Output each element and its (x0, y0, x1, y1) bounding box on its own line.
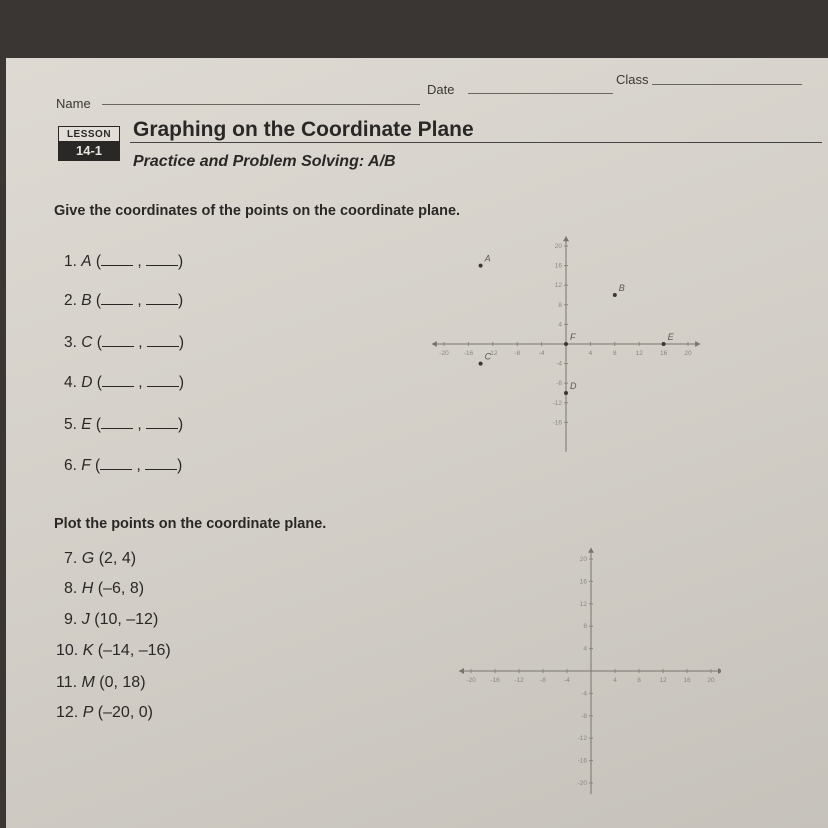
point-coordinates: (10, –12) (89, 611, 159, 628)
point-label: G (81, 550, 95, 567)
point-b-label: B (618, 283, 625, 293)
date-label: Date (427, 82, 455, 97)
y-axis-arrow-top (563, 236, 569, 241)
x-tick-label: -8 (514, 350, 521, 357)
question-1: 1. A ( , ) (64, 253, 184, 270)
y-tick-label: 12 (554, 282, 562, 290)
x-answer-blank[interactable] (101, 251, 133, 266)
y-tick-label: -12 (552, 399, 562, 407)
question-number: 12. (56, 704, 83, 721)
question-5: 5. E ( , ) (64, 416, 184, 433)
y-tick-label: 8 (558, 301, 562, 309)
point-a-label: A (484, 253, 491, 264)
y-tick-label: -16 (577, 757, 587, 765)
question-number: 4. (64, 374, 82, 391)
y-answer-blank[interactable] (145, 455, 177, 470)
x-tick-label: 4 (613, 677, 617, 684)
name-label: Name (56, 96, 91, 111)
y-tick-label: 4 (583, 645, 587, 653)
y-answer-blank[interactable] (147, 332, 179, 347)
plot-question-7 (64, 550, 136, 568)
x-tick-label: 8 (612, 350, 617, 357)
question-number: 2. (64, 292, 82, 309)
question-3: 3. C ( , ) (64, 334, 184, 351)
question-number: 5. (64, 416, 82, 433)
y-tick-label: 8 (583, 623, 587, 631)
lesson-number: 14-1 (59, 141, 119, 160)
y-tick-label: 20 (579, 556, 587, 563)
point-c-label: C (484, 351, 492, 362)
class-field[interactable] (652, 84, 802, 85)
plot-question-12 (56, 704, 153, 722)
y-answer-blank[interactable] (146, 251, 178, 266)
y-tick-label: -16 (552, 419, 562, 427)
section2-instruction: Plot the points on the coordinate plane. (54, 516, 327, 532)
x-tick-label: -16 (463, 350, 474, 357)
y-tick-label: -4 (556, 360, 562, 368)
x-tick-label: -16 (490, 677, 500, 684)
question-6: 6. F ( , ) (64, 457, 183, 474)
y-tick-label: 16 (579, 578, 587, 586)
x-answer-blank[interactable] (101, 414, 133, 429)
y-tick-label: -8 (556, 380, 562, 388)
x-tick-label: -8 (540, 677, 546, 684)
question-2: 2. B ( , ) (64, 292, 184, 309)
point-d-dot (564, 391, 568, 395)
y-answer-blank[interactable] (146, 414, 178, 429)
point-label: C (81, 334, 93, 351)
y-tick-label: 16 (554, 262, 562, 270)
question-4: 4. D ( , ) (64, 374, 184, 391)
question-number: 11. (56, 674, 82, 691)
x-tick-label: -20 (439, 350, 449, 357)
x-tick-label: 8 (637, 677, 641, 684)
point-label: M (81, 674, 95, 691)
question-number: 9. (64, 611, 82, 628)
point-label: D (81, 374, 93, 391)
page-title: Graphing on the Coordinate Plane (133, 118, 474, 141)
point-coordinates: (–14, –16) (93, 642, 171, 659)
point-a-dot (479, 264, 483, 268)
plot-question-11 (56, 674, 146, 692)
y-answer-blank[interactable] (147, 372, 179, 387)
x-axis-arrow-left (459, 668, 464, 674)
point-label: E (81, 416, 92, 433)
point-label: F (81, 457, 91, 474)
y-tick-label: -20 (577, 780, 587, 787)
y-answer-blank[interactable] (146, 290, 178, 305)
point-d-label: D (570, 381, 577, 391)
x-tick-label: 12 (635, 350, 643, 357)
x-answer-blank[interactable] (102, 372, 134, 387)
x-tick-label: 4 (588, 350, 593, 357)
x-tick-label: 16 (683, 677, 691, 684)
question-number: 10. (56, 642, 83, 659)
point-label: B (81, 292, 92, 309)
name-field[interactable] (102, 104, 420, 105)
point-label: A (81, 253, 92, 270)
lesson-badge (58, 126, 120, 161)
plot-question-9 (64, 611, 158, 629)
x-answer-blank[interactable] (100, 455, 132, 470)
section1-instruction: Give the coordinates of the points on the coordinate plane. (54, 203, 461, 219)
x-tick-label: 12 (659, 677, 667, 684)
point-e-label: E (667, 332, 674, 342)
lesson-label: LESSON (66, 129, 112, 140)
y-tick-label: -4 (581, 690, 587, 698)
question-number: 1. (64, 253, 82, 270)
question-number: 8. (64, 580, 82, 597)
question-number: 3. (64, 334, 82, 351)
x-axis-arrow-right (718, 668, 721, 674)
point-b-dot (613, 293, 617, 297)
y-tick-label: -12 (577, 735, 587, 743)
title-rule (130, 142, 822, 143)
point-label: P (82, 704, 94, 721)
point-f-label: F (570, 332, 576, 342)
plot-question-10 (56, 642, 171, 660)
point-f-dot (564, 342, 568, 346)
y-tick-label: -8 (581, 712, 587, 720)
x-axis-arrow-left (432, 341, 437, 347)
y-tick-label: 20 (554, 243, 562, 250)
x-tick-label: -12 (514, 677, 524, 684)
point-e-dot (662, 342, 666, 346)
point-c-dot (479, 362, 483, 366)
x-tick-label: 16 (659, 350, 668, 357)
point-label: K (82, 642, 94, 659)
class-label: Class (616, 72, 649, 87)
point-coordinates: (2, 4) (94, 550, 137, 567)
question-number: 7. (64, 550, 82, 567)
date-field[interactable] (468, 93, 613, 94)
point-label: H (81, 580, 94, 597)
x-tick-label: -4 (538, 350, 545, 357)
page-subtitle: Practice and Problem Solving: A/B (133, 153, 396, 170)
worksheet-page (6, 58, 828, 828)
question-number: 6. (64, 457, 82, 474)
y-axis-arrow-top (588, 548, 594, 553)
point-coordinates: (–6, 8) (93, 580, 145, 597)
point-label: J (81, 611, 90, 628)
plot-question-8 (64, 580, 144, 598)
x-tick-label: 20 (707, 677, 715, 684)
x-tick-label: -20 (466, 677, 476, 684)
point-coordinates: (–20, 0) (93, 704, 153, 721)
x-answer-blank[interactable] (101, 290, 133, 305)
y-tick-label: 4 (558, 321, 562, 329)
x-answer-blank[interactable] (102, 332, 134, 347)
y-tick-label: 12 (579, 600, 587, 608)
coordinate-plane-1 (431, 236, 701, 468)
x-axis-arrow-right (695, 341, 700, 347)
x-tick-label: -12 (488, 350, 498, 357)
x-tick-label: 20 (684, 350, 692, 357)
x-tick-label: -4 (564, 677, 570, 684)
point-coordinates: (0, 18) (94, 674, 146, 691)
coordinate-plane-2[interactable] (451, 536, 721, 800)
